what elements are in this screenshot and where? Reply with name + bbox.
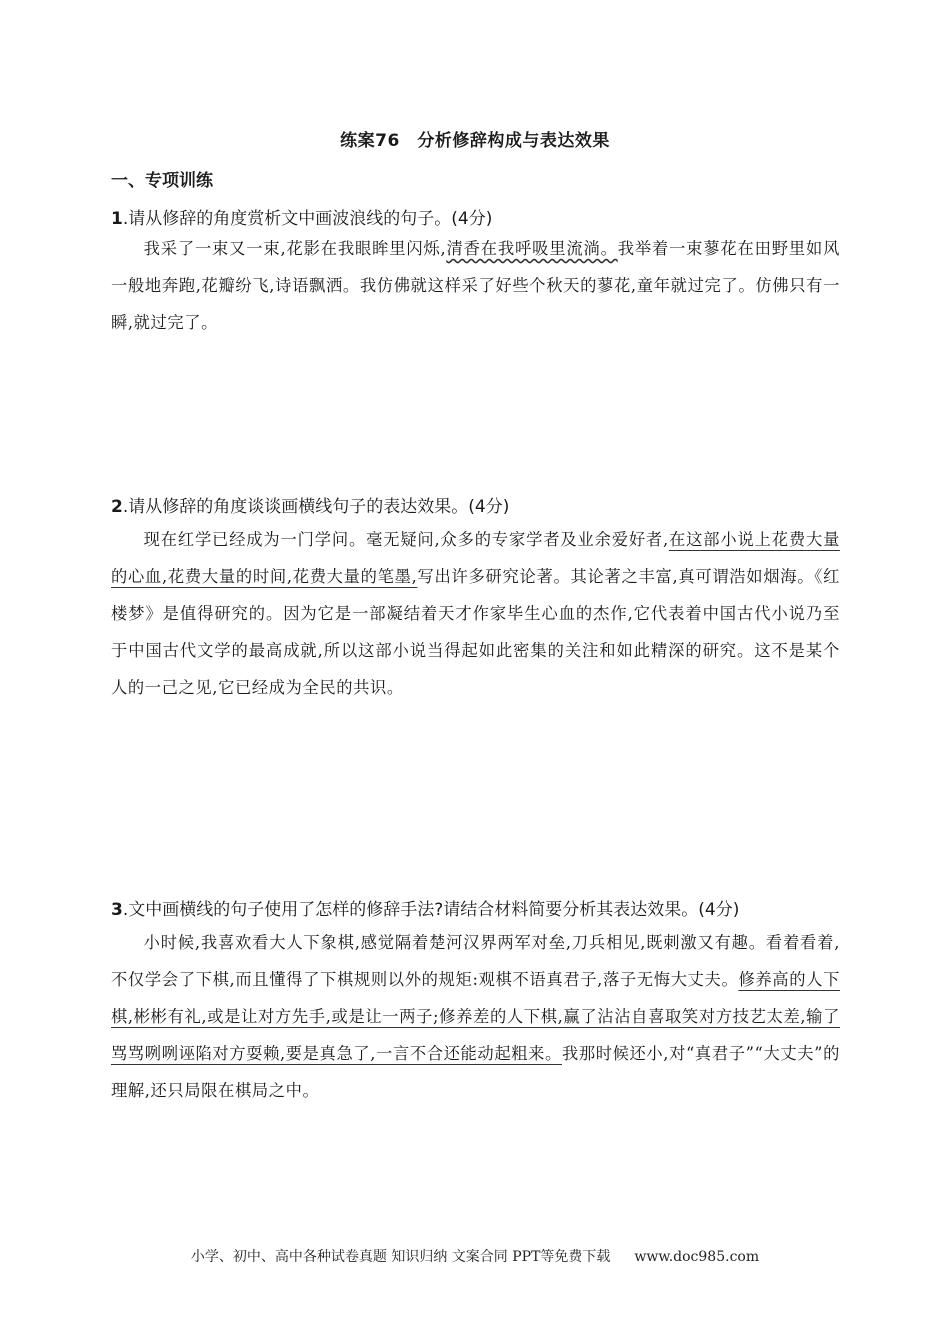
question-number: 1 [111, 209, 123, 229]
underlined-sentence: 修养高的人下棋,彬彬有礼,或是让对方先手,或是让一两子;修养差的人下棋,赢了沾沾自喜取笑对方技艺太差,输了骂骂咧咧诬陷对方耍赖,要是真急了,一言不合还能动起粗来。 [111, 970, 840, 1063]
passage-text: 现在红学已经成为一门学问。毫无疑问,众多的专家学者及业余爱好者, [143, 530, 669, 549]
question-3-prompt [111, 895, 739, 920]
footer-site-link[interactable]: www.doc985.com [634, 1249, 760, 1265]
question-text: .文中画横线的句子使用了怎样的修辞手法?请结合材料简要分析其表达效果。(4分) [122, 900, 740, 920]
underlined-sentence: 在这部小说上花费大量的心血,花费大量的时间,花费大量的笔墨, [111, 530, 840, 586]
passage-text: 我那时候还小,对“真君子”“大丈夫”的理解,还只局限在棋局之中。 [111, 1044, 841, 1100]
passage-text: 小时候,我喜欢看大人下象棋,感觉隔着楚河汉界两军对垒,刀兵相见,既刺激又有趣。看着看着,不仅学会了下棋,而且懂得了下棋规则以外的规矩:观棋不语真君子,落子无悔大丈夫。 [111, 933, 840, 989]
question-number: 2 [111, 497, 123, 517]
page-title: 练案76 分析修辞构成与表达效果 [340, 131, 610, 151]
footer-text: 小学、初中、高中各种试卷真题 知识归纳 文案合同 PPT等免费下载 [190, 1249, 611, 1265]
question-1-prompt [111, 204, 492, 229]
question-2-prompt [111, 492, 509, 517]
section-heading: 一、专项训练 [111, 171, 213, 191]
passage-text: 写出许多研究论著。其论著之丰富,真可谓浩如烟海。《红楼梦》是值得研究的。因为它是一部凝结着天才作家毕生心血的杰作,它代表着中国古代小说乃至于中国古代文学的最高成就,所以这部小说当得起如此密集的关注和如此精深的研究。这不是某个人的一己之见,它已经成为全民的共识。 [111, 567, 840, 697]
passage-text: 我采了一束又一束,花影在我眼眸里闪烁, [143, 239, 447, 258]
passage-text: 我举着一束蓼花在田野里如风一般地奔跑,花瓣纷飞,诗语飘洒。我仿佛就这样采了好些个秋天的蓼花,童年就过完了。仿佛只有一瞬,就过完了。 [111, 239, 840, 332]
question-3-passage [111, 924, 840, 1109]
question-text: .请从修辞的角度赏析文中画波浪线的句子。(4分) [122, 209, 493, 229]
footer [0, 1246, 950, 1266]
question-number: 3 [111, 900, 123, 920]
question-1-passage [111, 230, 840, 341]
wavy-underlined-sentence: 清香在我呼吸里流淌。 [446, 239, 618, 258]
question-2-passage [111, 521, 840, 706]
question-text: .请从修辞的角度谈谈画横线句子的表达效果。(4分) [122, 497, 510, 517]
